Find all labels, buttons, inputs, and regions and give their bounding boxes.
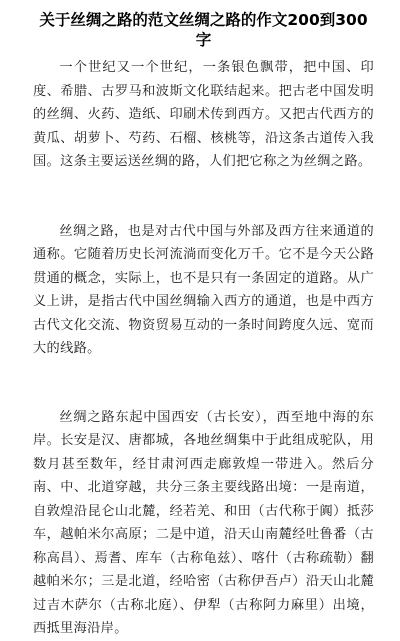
paragraph-2: 丝绸之路，也是对古代中国与外部及西方往来通道的通称。它随着历史长河流淌而变化万千。它不是今天公路贯通的概念，实际上，也不是只有一条固定的道路。从广义上讲，是指古代中国丝绸输入西方的通道，也是中西方古代文化交流、物资贸易互动的一条时间跨度久远、宽而大的线路。 <box>33 223 374 356</box>
paragraph-1: 一个世纪又一个世纪，一条银色飘带，把中国、印度、希腊、古罗马和波斯文化联结起来。把古老中国发明的丝绸、火药、造纸、印刷术传到西方。又把古代西方的黄瓜、胡萝卜、芍药、石榴、核桃等，沿这条古道传入我国。这条主要运送丝绸的路，人们把它称之为丝绸之路。 <box>33 60 374 169</box>
paragraph-3: 丝绸之路东起中国西安（古长安），西至地中海的东岸。长安是汉、唐都城，各地丝绸集中于此组成驼队，用数月甚至数年，经甘肃河西走廊敦煌一带进入。然后分南、中、北道穿越，共分三条主要线路出境：一是南道，自敦煌沿昆仑山北麓，经若羌、和田（古代称于阗）抵莎车，越帕米尔高原；二是中道，沿天山南麓经吐鲁番（古称高昌）、焉耆、库车（古称龟兹）、喀什（古称疏勒）翻越帕米尔；三是北道，经哈密（古称伊吾卢）沿天山北麓过吉木萨尔（古称北庭）、伊犁（古称阿力麻里）出境，西抵里海沿岸。 <box>33 409 374 636</box>
document-title: 关于丝绸之路的范文丝绸之路的作文200到300字 <box>39 11 368 49</box>
